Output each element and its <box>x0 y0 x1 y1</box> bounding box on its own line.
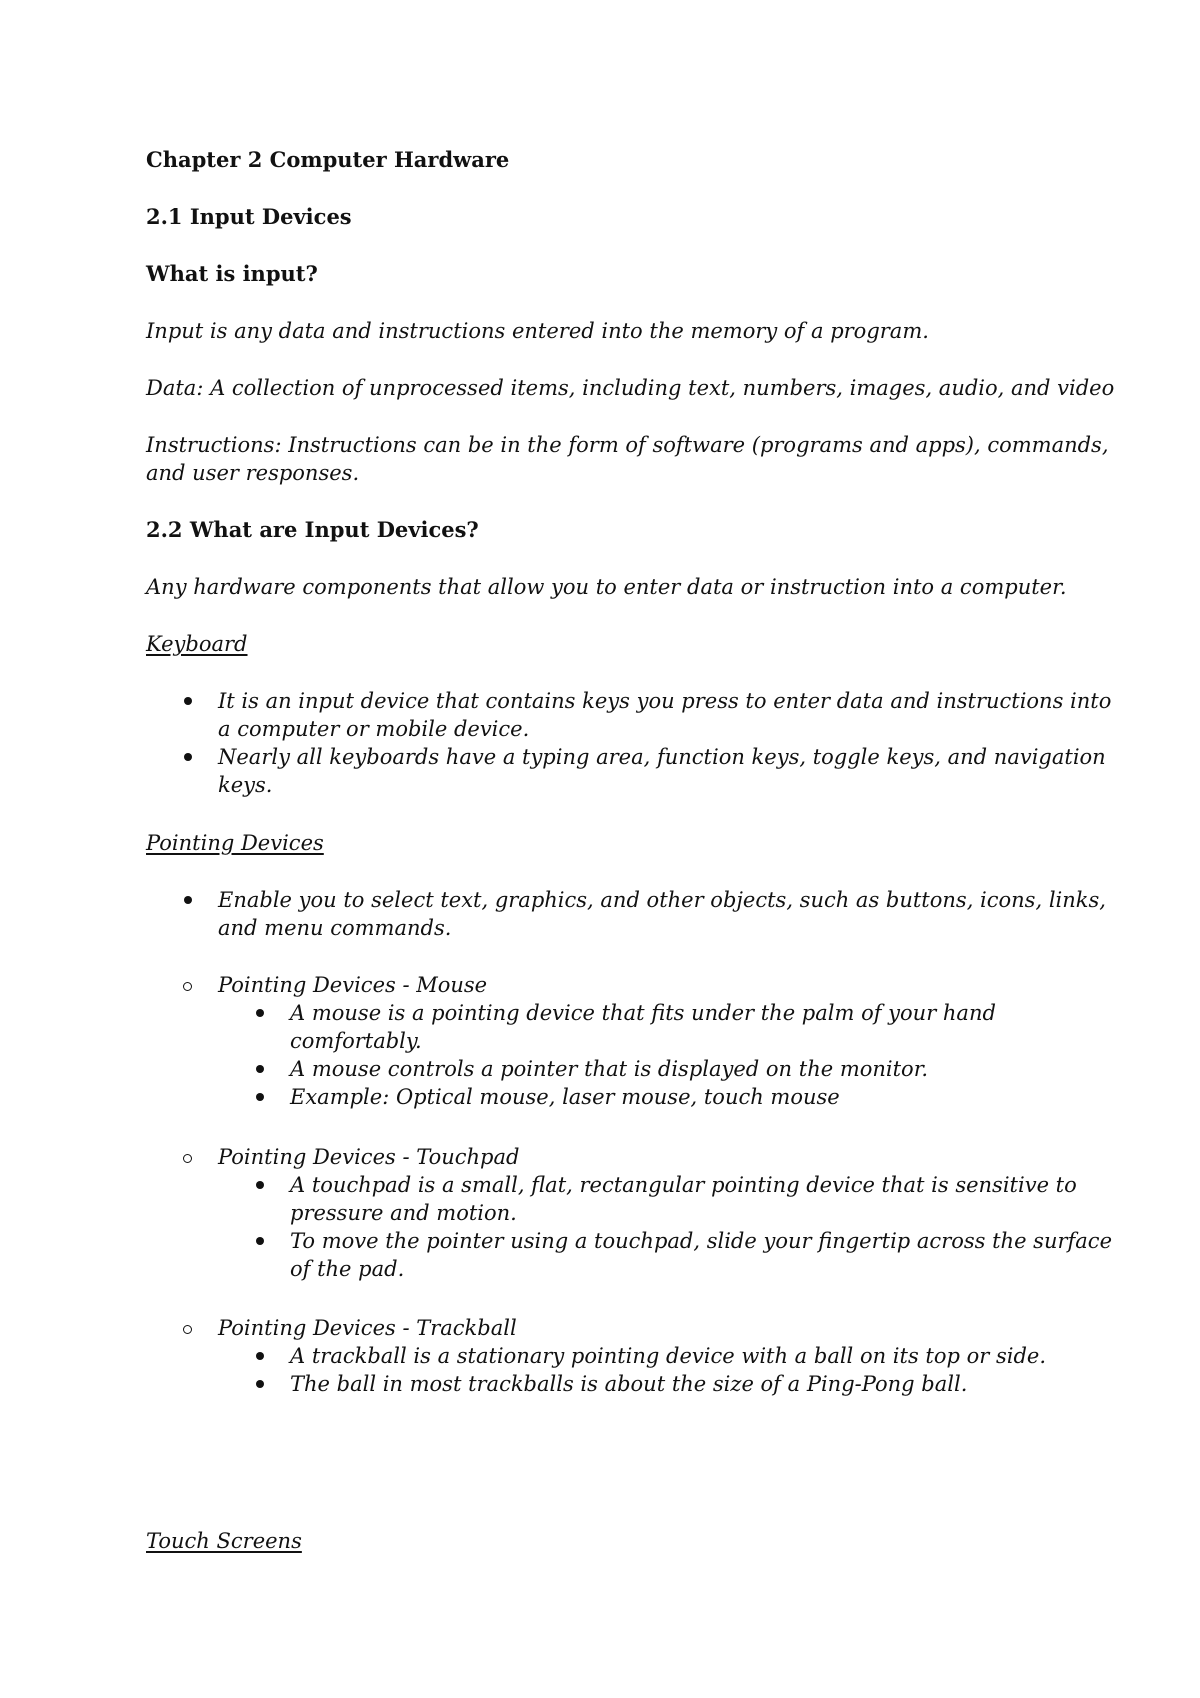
what-is-input-heading: What is input? <box>146 261 318 286</box>
instructions-definition-line2: and user responses. <box>146 461 360 485</box>
bullet-dot-icon <box>256 1181 264 1189</box>
bullet-dot-icon <box>184 896 192 904</box>
trackball-subtitle: Pointing Devices - Trackball <box>218 1316 517 1340</box>
keyboard-bullet-1-line2: a computer or mobile device. <box>218 717 530 741</box>
touchpad-subtitle: Pointing Devices - Touchpad <box>218 1145 520 1169</box>
keyboard-bullet-2-line1: Nearly all keyboards have a typing area, function keys, toggle keys, and navigation <box>218 745 1106 769</box>
input-devices-definition: Any hardware components that allow you to enter data or instruction into a computer. <box>146 575 1067 599</box>
bullet-dot-icon <box>256 1352 264 1360</box>
bullet-circle-icon <box>183 982 192 991</box>
pointing-bullet-line1: Enable you to select text, graphics, and other objects, such as buttons, icons, links, <box>218 888 1106 912</box>
bullet-dot-icon <box>184 697 192 705</box>
keyboard-title: Keyboard <box>146 632 248 656</box>
touch-screens-title: Touch Screens <box>146 1529 302 1553</box>
data-definition: Data: A collection of unprocessed items, including text, numbers, images, audio, and video <box>146 376 1115 400</box>
bullet-dot-icon <box>256 1093 264 1101</box>
chapter-title: Chapter 2 Computer Hardware <box>146 147 510 172</box>
pointing-devices-title: Pointing Devices <box>146 831 324 855</box>
mouse-item-3: Example: Optical mouse, laser mouse, touch mouse <box>290 1085 840 1109</box>
pointing-bullet-line2: and menu commands. <box>218 916 452 940</box>
keyboard-bullet-1-line1: It is an input device that contains keys you press to enter data and instructions into <box>218 689 1112 713</box>
section-2-1-heading: 2.1 Input Devices <box>146 204 352 229</box>
mouse-item-2: A mouse controls a pointer that is displayed on the monitor. <box>290 1057 929 1081</box>
bullet-circle-icon <box>183 1154 192 1163</box>
trackball-item-2: The ball in most trackballs is about the size of a Ping-Pong ball. <box>290 1372 968 1396</box>
mouse-item-1-line2: comfortably. <box>290 1029 422 1053</box>
trackball-item-1: A trackball is a stationary pointing device with a ball on its top or side. <box>290 1344 1046 1368</box>
touchpad-item-2-line2: of the pad. <box>290 1257 405 1281</box>
touchpad-item-1-line1: A touchpad is a small, flat, rectangular pointing device that is sensitive to <box>290 1173 1077 1197</box>
input-definition: Input is any data and instructions entered into the memory of a program. <box>146 319 929 343</box>
section-2-2-heading: 2.2 What are Input Devices? <box>146 517 479 542</box>
bullet-dot-icon <box>256 1009 264 1017</box>
touchpad-item-2-line1: To move the pointer using a touchpad, slide your fingertip across the surface <box>290 1229 1112 1253</box>
bullet-dot-icon <box>256 1380 264 1388</box>
bullet-dot-icon <box>256 1065 264 1073</box>
bullet-dot-icon <box>256 1237 264 1245</box>
bullet-dot-icon <box>184 753 192 761</box>
bullet-circle-icon <box>183 1325 192 1334</box>
instructions-definition-line1: Instructions: Instructions can be in the form of software (programs and apps), commands, <box>146 433 1109 457</box>
touchpad-item-1-line2: pressure and motion. <box>290 1201 517 1225</box>
mouse-subtitle: Pointing Devices - Mouse <box>218 973 488 997</box>
keyboard-bullet-2-line2: keys. <box>218 773 273 797</box>
mouse-item-1-line1: A mouse is a pointing device that fits under the palm of your hand <box>290 1001 996 1025</box>
